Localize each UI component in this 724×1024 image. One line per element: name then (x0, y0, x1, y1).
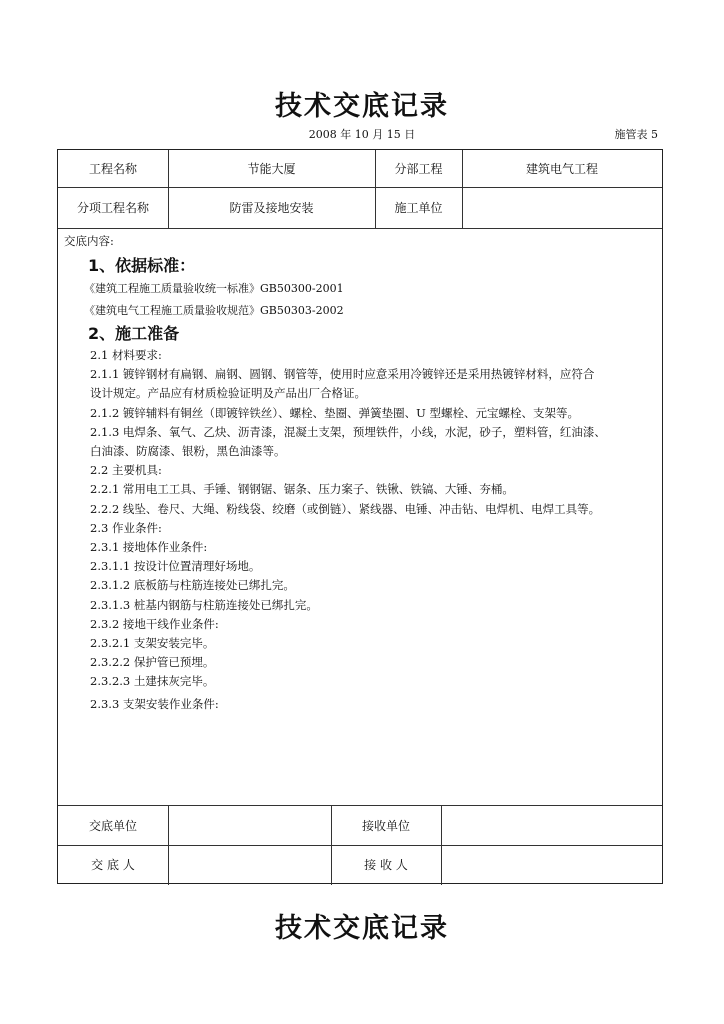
handover-record-table (57, 149, 663, 884)
handover-unit-label: 交底单位 (88, 818, 137, 833)
row-divider (58, 228, 662, 229)
section-heading: 1、依据标准： (88, 256, 196, 275)
content-line: 2.1.1 镀锌钢材有扁钢、扁钢、圆钢、钢管等，使用时应意采用冷镀锌还是采用热镀锌材料，应符合 (90, 367, 595, 382)
project-name-value: 节能大厦 (247, 162, 296, 176)
receiving-unit-value (441, 805, 662, 845)
subitem-label: 分项工程名称 (76, 201, 149, 215)
subitem-value: 防雷及接地安装 (229, 201, 314, 215)
content-label: 交底内容: (64, 234, 114, 248)
section-heading: 2、施工准备 (88, 324, 180, 343)
division-value: 建筑电气工程 (525, 162, 598, 176)
content-line: 2.1.2 镀锌辅料有铜丝（即镀锌铁丝）、螺栓、垫圈、弹簧垫圈、U 型螺栓、元宝螺栓、支架等。 (90, 405, 580, 420)
content-line: 2.3.2 接地干线作业条件: (90, 616, 219, 631)
receiver-label: 接 收 人 (364, 857, 408, 872)
content-line: 2.2.2 线坠、卷尺、大绳、粉线袋、绞磨（或倒链）、紧线器、电锤、冲击钻、电焊机、电焊工具等。 (90, 501, 601, 516)
content-line: 设计规定。产品应有材质检验证明及产品出厂合格证。 (90, 386, 366, 401)
content-line: 2.3.2.3 土建抹灰完毕。 (90, 674, 215, 689)
content-line: 2.3.1.2 底板筋与柱筋连接处已绑扎完。 (90, 578, 295, 593)
document-date: 2008 年 10 月 15 日 (308, 128, 416, 141)
division-label: 分部工程 (394, 162, 443, 176)
content-line: 2.3.1.1 按设计位置清理好场地。 (90, 559, 261, 574)
content-line: 2.2 主要机具: (90, 463, 162, 478)
content-line: 2.1.3 电焊条、氧气、乙炔、沥青漆，混凝土支架，预埋铁件，小线，水泥，砂子，塑料管，红油漆、 (90, 424, 606, 439)
standard-reference: 《建筑电气工程施工质量验收规范》GB50303-2002 (84, 304, 344, 317)
construction-unit-value (462, 187, 662, 228)
content-line: 2.1 材料要求: (90, 348, 162, 362)
content-line: 2.3.1 接地体作业条件: (90, 540, 208, 555)
handover-unit-value (168, 805, 331, 845)
receiving-unit-label: 接收单位 (361, 818, 410, 833)
receiver-value (441, 845, 662, 883)
content-line: 2.3.3 支架安装作业条件: (90, 696, 219, 711)
content-line: 2.3.2.1 支架安装完毕。 (90, 636, 215, 651)
content-line: 2.3.1.3 桩基内钢筋与柱筋连接处已绑扎完。 (90, 597, 318, 612)
handover-person-value (168, 845, 331, 883)
handover-person-label: 交 底 人 (91, 857, 135, 872)
document-title: 技术交底记录 (275, 91, 449, 122)
content-line: 2.3.2.2 保护管已预埋。 (90, 655, 215, 670)
construction-unit-label: 施工单位 (394, 201, 443, 215)
standard-reference: 《建筑工程施工质量验收统一标准》GB50300-2001 (84, 282, 344, 295)
handover-content (64, 254, 654, 714)
form-number: 施管表 5 (614, 128, 658, 141)
content-line: 2.2.1 常用电工工具、手锤、钢钢锯、锯条、压力案子、铁锹、铁镐、大锤、夯桶。 (90, 482, 514, 497)
content-line: 白油漆、防腐漆、银粉，黑色油漆等。 (90, 444, 286, 459)
project-name-label: 工程名称 (88, 162, 137, 176)
content-line: 2.3 作业条件: (90, 520, 162, 535)
next-page-title: 技术交底记录 (275, 913, 449, 944)
